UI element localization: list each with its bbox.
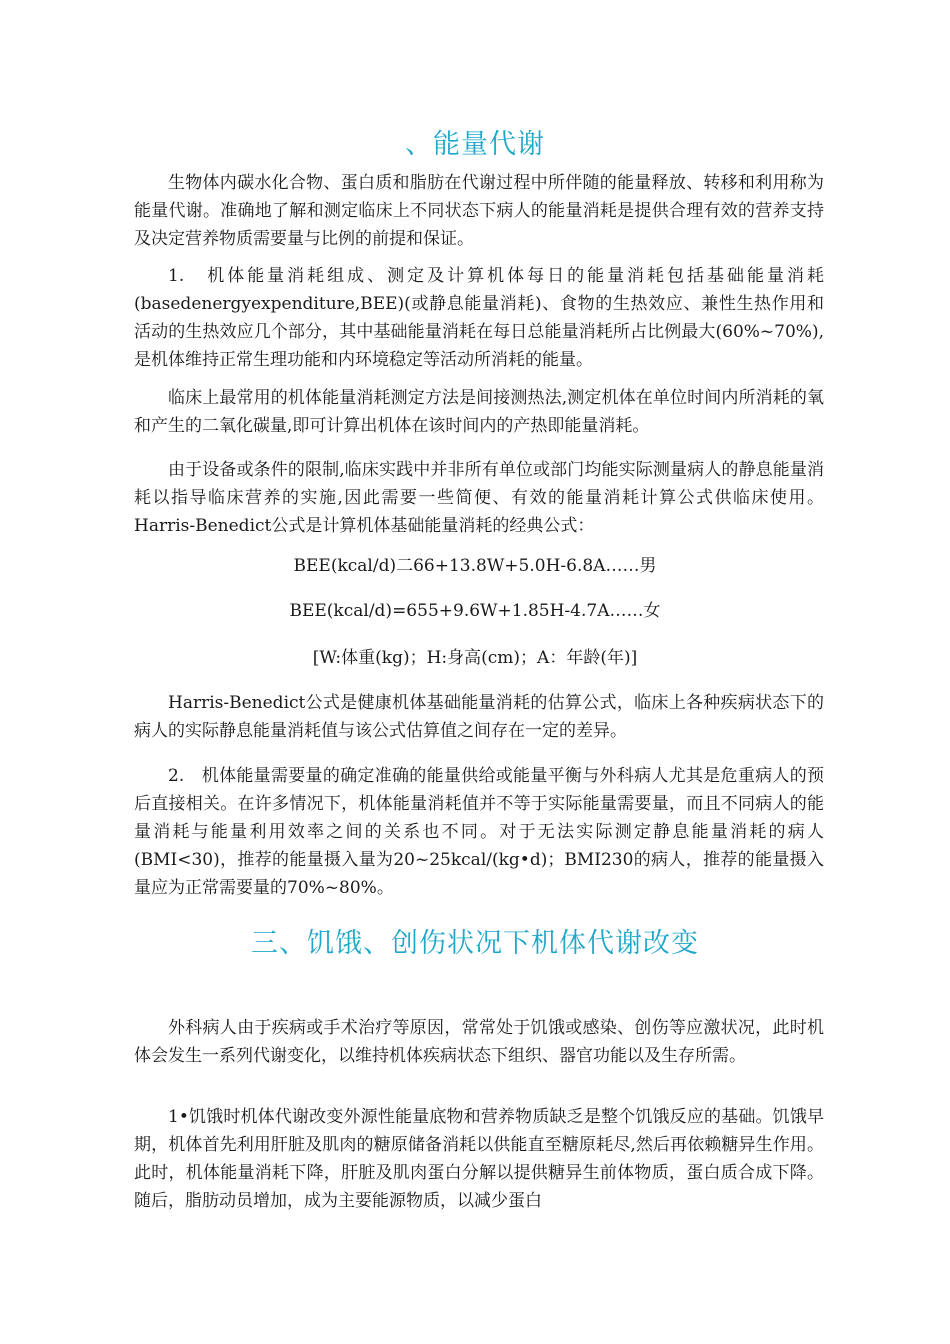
section-title-starvation-trauma: 三、饥饿、创伤状况下机体代谢改变 — [251, 928, 699, 960]
paragraph-energy-components: 1. 机体能量消耗组成、测定及计算机体每日的能量消耗包括基础能量消耗(basedenergyexpenditure,BEE)(或静息能量消耗)、食物的生热效应、兼性生热作用和活动的生热效应几个部分，其中基础能量消耗在每日总能量消耗所占比例最大(60%~70%),是机体维持正常生理功能和内环境稳定等活动所消耗的能量。 — [134, 266, 824, 370]
paragraph-starvation-metabolism: 1•饥饿时机体代谢改变外源性能量底物和营养物质缺乏是整个饥饿反应的基础。饥饿早期，机体首先利用肝脏及肌肉的糖原储备消耗以供能直至糖原耗尽,然后再依赖糖异生作用。此时，机体能量消耗下降，肝脏及肌肉蛋白分解以提供糖异生前体物质，蛋白质合成下降。随后，脂肪动员增加，成为主要能源物质，以减少蛋白 — [134, 1107, 824, 1211]
paragraph-energy-requirement: 2. 机体能量需要量的确定准确的能量供给或能量平衡与外科病人尤其是危重病人的预后直接相关。在许多情况下，机体能量消耗值并不等于实际能量需要量，而且不同病人的能量消耗与能量利用效率之间的关系也不同。对于无法实际测定静息能量消耗的病人(BMI<30)，推荐的能量摄入量为20~25kcal/(kg•d)；BMI230的病人，推荐的能量摄入量应为正常需要量的70%~80%。 — [134, 766, 824, 898]
paragraph-surgical-patients: 外科病人由于疾病或手术治疗等原因，常常处于饥饿或感染、创伤等应激状况，此时机体会发生一系列代谢变化，以维持机体疾病状态下组织、器官功能以及生存所需。 — [134, 1018, 824, 1066]
paragraph-formula-intro: 由于设备或条件的限制,临床实践中并非所有单位或部门均能实际测量病人的静息能量消耗以指导临床营养的实施,因此需要一些简便、有效的能量消耗计算公式供临床使用。Harris-Benedict公式是计算机体基础能量消耗的经典公式： — [134, 460, 824, 536]
paragraph-formula-note: Harris-Benedict公式是健康机体基础能量消耗的估算公式，临床上各种疾病状态下的病人的实际静息能量消耗值与该公式估算值之间存在一定的差异。 — [134, 693, 824, 741]
formula-legend: [W:体重(kg)；H:身高(cm)；A：年龄(年)] — [312, 648, 638, 668]
paragraph-intro: 生物体内碳水化合物、蛋白质和脂肪在代谢过程中所伴随的能量释放、转移和利用称为能量代谢。准确地了解和测定临床上不同状态下病人的能量消耗是提供合理有效的营养支持及决定营养物质需要量与比例的前提和保证。 — [134, 173, 824, 249]
section-title-energy-metabolism: 、能量代谢 — [405, 129, 545, 161]
formula-male: BEE(kcal/d)二66+13.8W+5.0H-6.8A……男 — [293, 556, 657, 576]
formula-female: BEE(kcal/d)=655+9.6W+1.85H-4.7A……女 — [289, 601, 661, 621]
paragraph-indirect-calorimetry: 临床上最常用的机体能量消耗测定方法是间接测热法,测定机体在单位时间内所消耗的氧和产生的二氧化碳量,即可计算出机体在该时间内的产热即能量消耗。 — [134, 388, 824, 436]
